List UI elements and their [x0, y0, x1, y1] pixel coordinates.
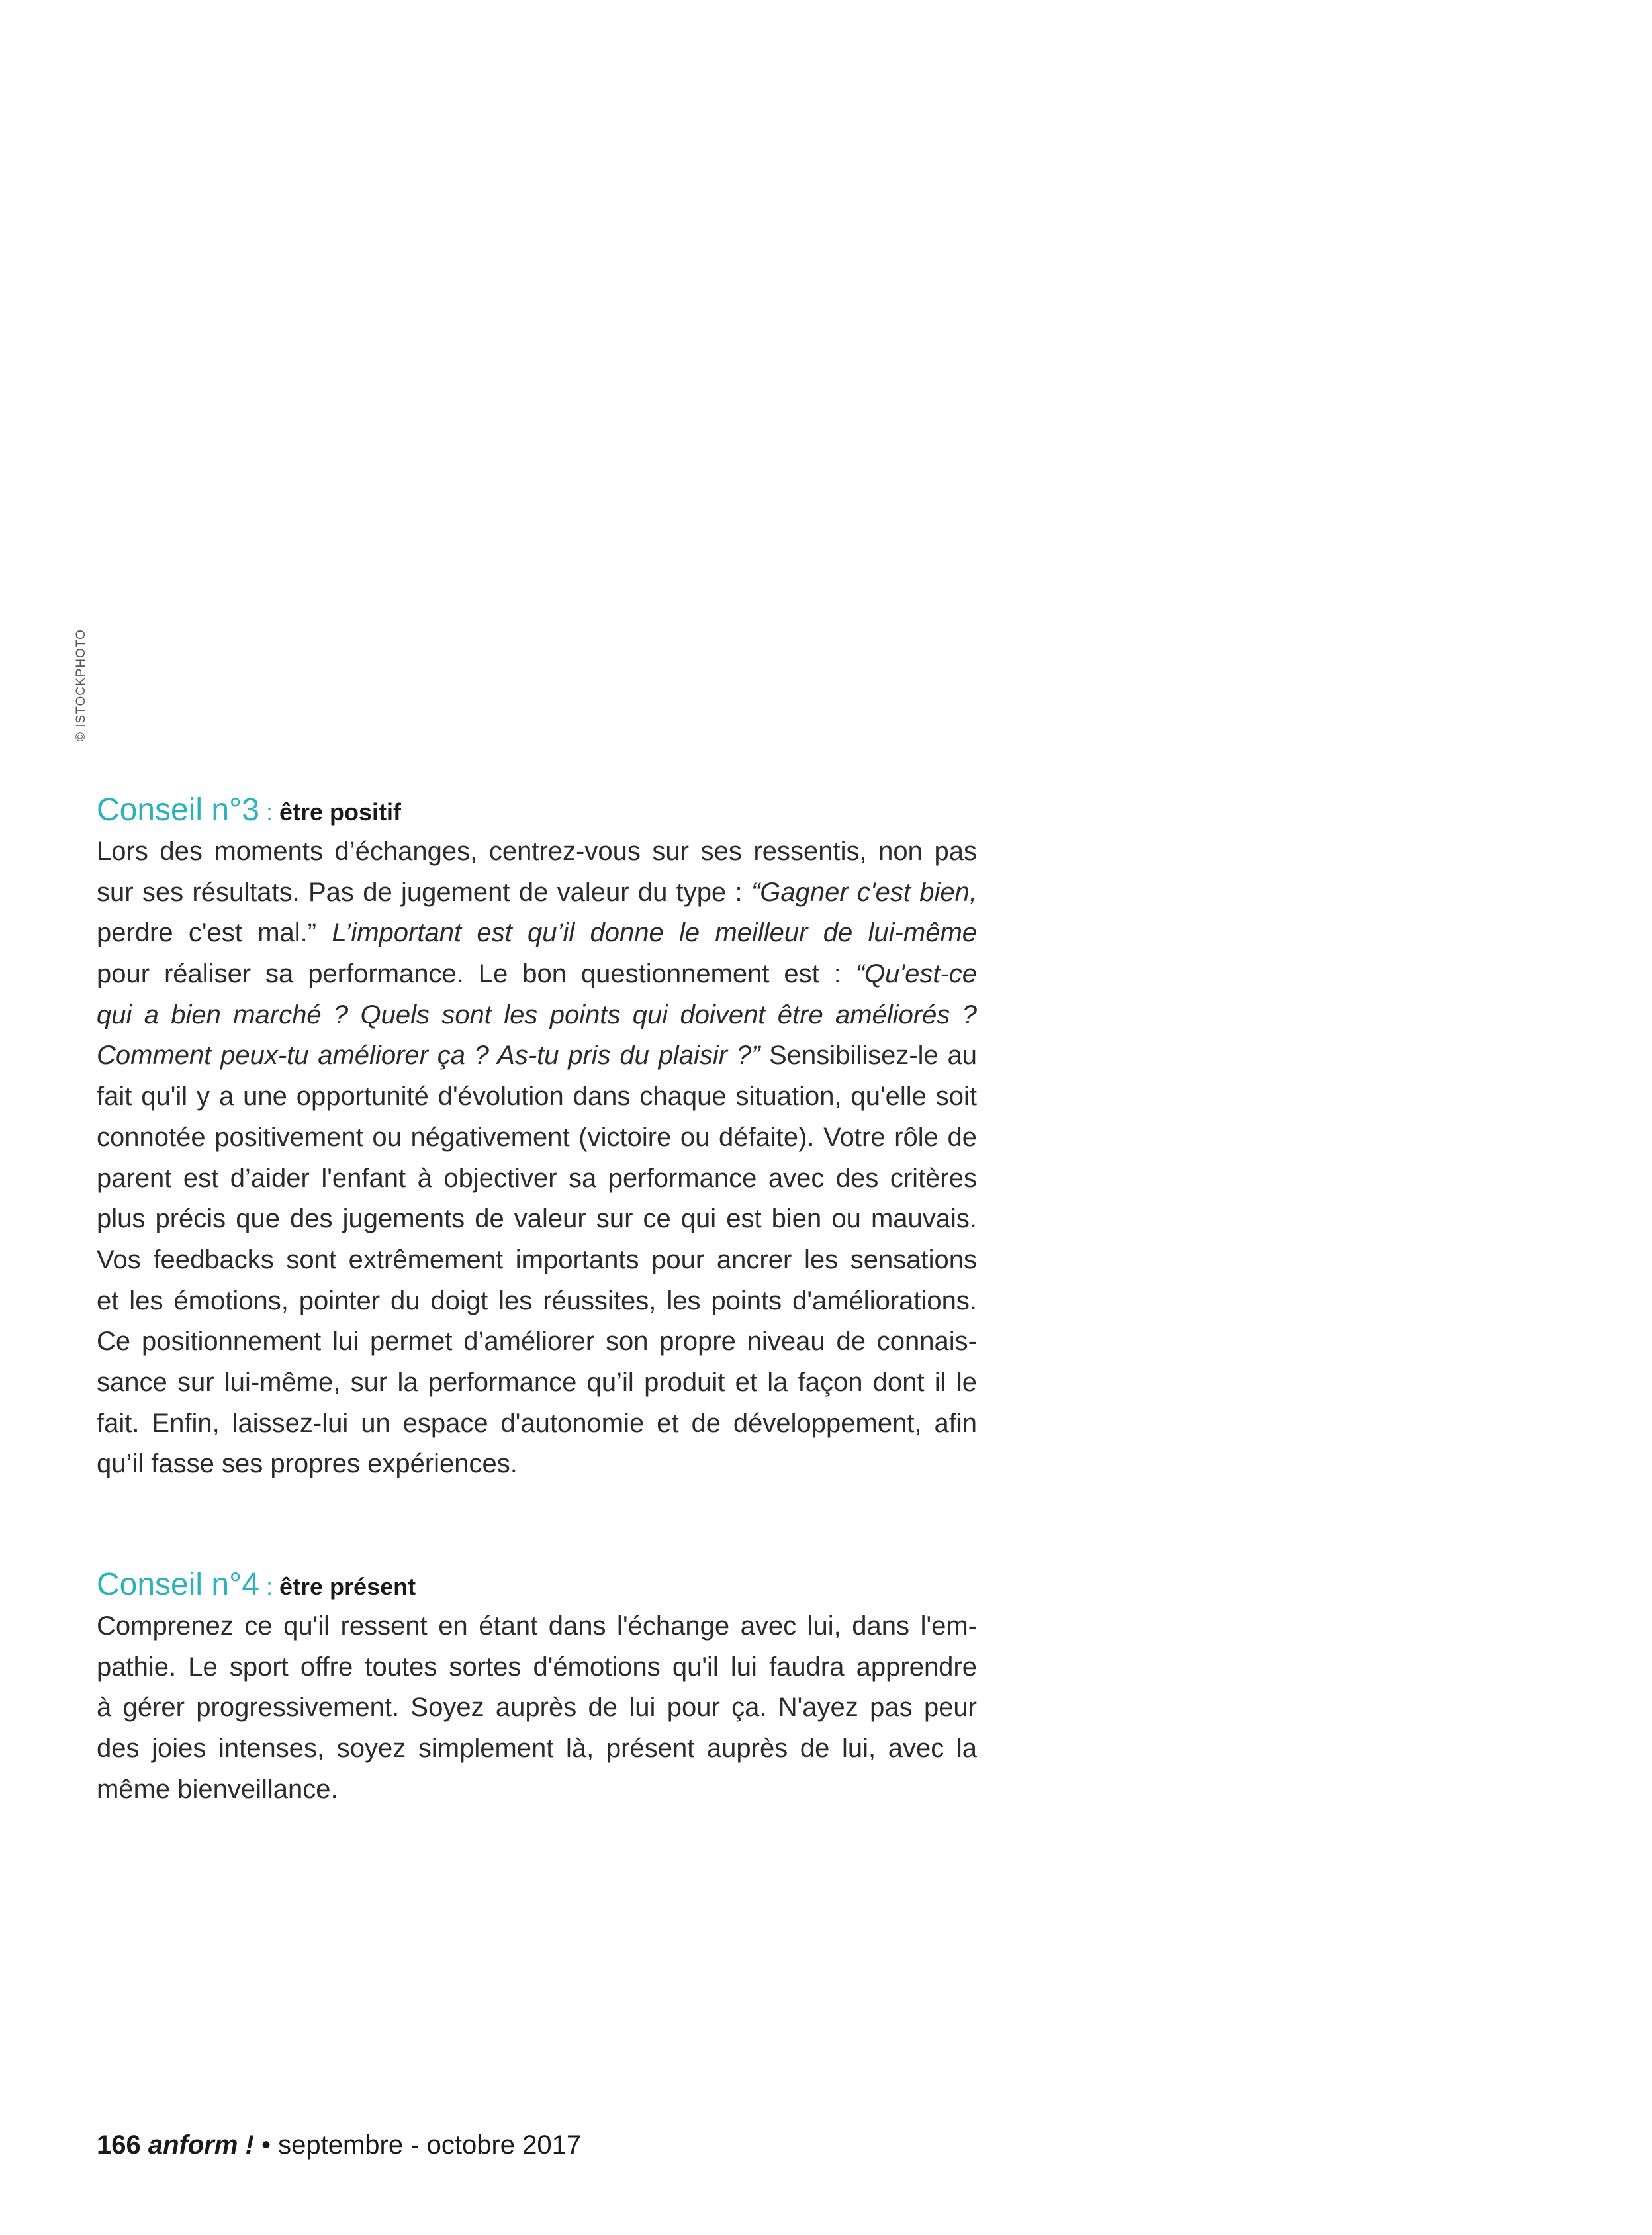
- text-segment: perdre c'est mal.”: [97, 918, 317, 948]
- section-body: [97, 832, 977, 1485]
- text-line: [97, 1647, 977, 1688]
- text-line: [97, 1240, 977, 1281]
- text-segment: et les émotions, pointer du doigt les réussites, les points d'améliorations.: [97, 1286, 977, 1315]
- heading-label: Conseil n°4: [97, 1567, 259, 1602]
- text-segment: plus précis que des jugements de valeur sur ce qui est bien ou mauvais.: [97, 1204, 977, 1234]
- section-conseil-3: [97, 789, 977, 1485]
- text-segment: pathie. Le sport offre toutes sortes d'émotions qu'il lui faudra apprendre: [97, 1652, 977, 1682]
- heading-subtitle: être présent: [279, 1573, 416, 1600]
- text-line: [97, 1688, 977, 1729]
- text-segment: Sensibilisez-le au: [760, 1041, 977, 1070]
- text-line: [97, 1118, 977, 1159]
- text-segment: même bienveillance.: [97, 1774, 338, 1804]
- text-line: [97, 1403, 977, 1445]
- text-segment: qu’il fasse ses propres expériences.: [97, 1449, 518, 1479]
- page-footer: [97, 2130, 581, 2160]
- text-line: [97, 954, 977, 995]
- text-segment: à gérer progressivement. Soyez auprès de lui pour ça. N'ayez pas peur: [97, 1693, 977, 1723]
- text-segment: Lors des moments d’échanges, centrez-vous sur ses ressentis, non pas: [97, 837, 977, 866]
- text-line: [97, 873, 977, 914]
- text-segment: fait. Enfin, laissez-lui un espace d'autonomie et de développement, afin: [97, 1408, 977, 1438]
- italic-quote: “Qu'est-ce: [855, 959, 977, 989]
- section-heading: [97, 789, 977, 832]
- section-heading: [97, 1564, 977, 1606]
- text-segment: fait qu'il y a une opportunité d'évolution dans chaque situation, qu'elle soit: [97, 1082, 977, 1112]
- text-line: [97, 913, 977, 954]
- text-segment: Comprenez ce qu'il ressent en étant dans l'échange avec lui, dans l'em-: [97, 1611, 977, 1641]
- photo-credit: © ISTOCKPHOTO: [74, 629, 88, 741]
- section-body: [97, 1606, 977, 1810]
- text-segment: des joies intenses, soyez simplement là, présent auprès de lui, avec la: [97, 1734, 977, 1764]
- text-line: [97, 1729, 977, 1770]
- text-segment: Vos feedbacks sont extrêmement importants pour ancrer les sensations: [97, 1245, 977, 1274]
- text-segment: pour réaliser sa performance. Le bon questionnement est :: [97, 959, 856, 989]
- heading-subtitle: être positif: [279, 798, 402, 826]
- magazine-name: anform !: [148, 2130, 254, 2160]
- text-line: [97, 1159, 977, 1200]
- italic-quote: qui a bien marché ? Quels sont les points qui doivent être améliorés ?: [97, 1000, 977, 1029]
- text-segment: sance sur lui-même, sur la performance qu’il produit et la façon dont il le: [97, 1367, 977, 1397]
- heading-label: Conseil n°3: [97, 792, 259, 828]
- heading-colon: :: [259, 1573, 280, 1600]
- text-line: [97, 995, 977, 1036]
- text-line: [97, 1606, 977, 1647]
- text-line: [97, 1199, 977, 1240]
- section-conseil-4: [97, 1564, 977, 1810]
- text-segment: Ce positionnement lui permet d’améliorer son propre niveau de connais-: [97, 1327, 977, 1356]
- issue-date: • septembre - octobre 2017: [253, 2130, 582, 2160]
- italic-quote: “Gagner c'est bien,: [751, 877, 977, 907]
- text-line: [97, 1035, 977, 1076]
- text-line: [97, 1362, 977, 1403]
- italic-quote: Comment peux-tu améliorer ça ? As-tu pris du plaisir ?”: [97, 1041, 760, 1070]
- text-line: [97, 1444, 977, 1485]
- text-segment: connotée positivement ou négativement (victoire ou défaite). Votre rôle de: [97, 1122, 977, 1152]
- page-number: 166: [97, 2130, 141, 2160]
- text-segment: sur ses résultats. Pas de jugement de valeur du type :: [97, 877, 751, 907]
- text-line: [97, 832, 977, 873]
- text-line: [97, 1321, 977, 1362]
- text-segment: parent est d’aider l'enfant à objectiver sa performance avec des critères: [97, 1163, 977, 1193]
- heading-colon: :: [259, 798, 280, 826]
- text-line: [97, 1281, 977, 1322]
- text-line: [97, 1770, 977, 1811]
- text-line: [97, 1076, 977, 1118]
- italic-quote: L’important est qu’il donne le meilleur de lui-même: [316, 918, 978, 948]
